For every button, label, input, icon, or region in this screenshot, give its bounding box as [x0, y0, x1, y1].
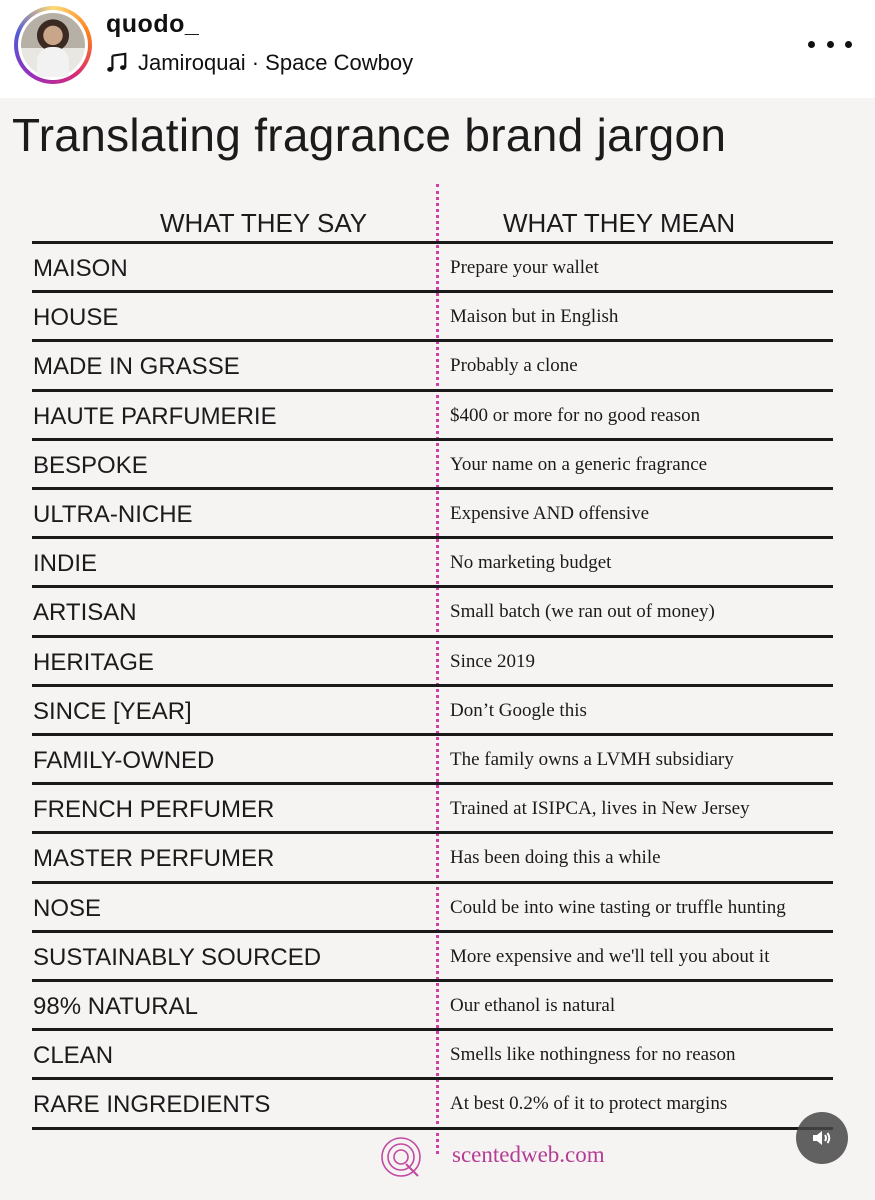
table-rule	[32, 1127, 833, 1130]
table-row	[32, 881, 833, 930]
term-mean: Small batch (we ran out of money)	[450, 601, 715, 623]
table-row	[32, 438, 833, 487]
table-row	[32, 782, 833, 831]
scentedweb-logo-icon	[378, 1134, 424, 1180]
term-say: SUSTAINABLY SOURCED	[33, 943, 322, 971]
term-mean: Could be into wine tasting or truffle hunting	[450, 896, 786, 918]
avatar-frame	[18, 10, 88, 80]
more-options-button[interactable]	[808, 30, 852, 58]
table-row	[32, 1077, 833, 1126]
post-header	[0, 0, 875, 98]
term-say: CLEAN	[33, 1042, 114, 1070]
term-mean: Expensive AND offensive	[450, 503, 650, 524]
table-row	[32, 930, 833, 979]
more-dot	[827, 41, 834, 48]
term-say: NOSE	[33, 894, 102, 922]
term-mean: Has been doing this a while	[450, 847, 661, 869]
term-say: HAUTE PARFUMERIE	[33, 402, 277, 430]
term-mean: Smells like nothingness for no reason	[450, 1044, 736, 1066]
speaker-icon	[810, 1126, 834, 1150]
term-mean: Don’t Google this	[450, 699, 587, 721]
term-say: MADE IN GRASSE	[33, 353, 240, 381]
term-say: FRENCH PERFUMER	[33, 796, 275, 824]
term-mean: Maison but in English	[450, 306, 619, 328]
table-row	[32, 241, 833, 290]
term-mean: The family owns a LVMH subsidiary	[450, 749, 734, 770]
column-header-say: WHAT THEY SAY	[160, 208, 368, 238]
term-mean: At best 0.2% of it to protect margins	[450, 1093, 728, 1115]
post-title: Translating fragrance brand jargon	[12, 109, 727, 161]
table-row	[32, 389, 833, 438]
table-row	[32, 339, 833, 388]
table-row	[32, 733, 833, 782]
table-row	[32, 536, 833, 585]
term-mean: Our ethanol is natural	[450, 995, 616, 1016]
term-say: FAMILY-OWNED	[33, 747, 215, 774]
term-say: RARE INGREDIENTS	[33, 1091, 271, 1119]
term-say: ARTISAN	[33, 599, 137, 627]
term-say: INDIE	[33, 550, 98, 578]
term-say: BESPOKE	[33, 451, 148, 479]
term-say: SINCE [YEAR]	[33, 697, 192, 725]
column-header-mean: WHAT THEY MEAN	[503, 208, 736, 238]
table-row	[32, 585, 833, 634]
term-say: MAISON	[33, 255, 128, 282]
music-label: Jamiroquai · Space Cowboy	[138, 50, 414, 75]
table-row	[32, 487, 833, 536]
sound-toggle-button[interactable]	[796, 1112, 848, 1164]
post-image[interactable]	[0, 98, 875, 1200]
avatar-image	[21, 13, 85, 77]
table-row	[32, 290, 833, 339]
username[interactable]: quodo_	[106, 10, 200, 38]
table-row	[32, 1028, 833, 1077]
term-mean: Probably a clone	[450, 355, 578, 377]
music-note-icon	[106, 52, 128, 74]
table-row	[32, 635, 833, 684]
term-say: MASTER PERFUMER	[33, 845, 275, 873]
term-mean: Since 2019	[450, 650, 535, 672]
table-row	[32, 684, 833, 733]
more-dot	[845, 41, 852, 48]
term-mean: Trained at ISIPCA, lives in New Jersey	[450, 798, 750, 820]
term-mean: Your name on a generic fragrance	[450, 453, 708, 475]
term-say: 98% NATURAL	[33, 993, 198, 1020]
term-mean: $400 or more for no good reason	[450, 404, 701, 426]
term-say: HOUSE	[33, 304, 119, 332]
term-mean: No marketing budget	[450, 552, 612, 574]
avatar[interactable]	[14, 6, 92, 84]
table-row	[32, 979, 833, 1028]
term-say: ULTRA-NICHE	[33, 501, 193, 528]
table-row	[32, 831, 833, 880]
term-mean: Prepare your wallet	[450, 257, 599, 278]
music-attribution[interactable]	[106, 50, 413, 76]
term-say: HERITAGE	[33, 648, 154, 676]
more-dots-icon	[808, 41, 815, 48]
term-mean: More expensive and we'll tell you about it	[450, 945, 770, 967]
footer-site: scentedweb.com	[452, 1142, 605, 1167]
